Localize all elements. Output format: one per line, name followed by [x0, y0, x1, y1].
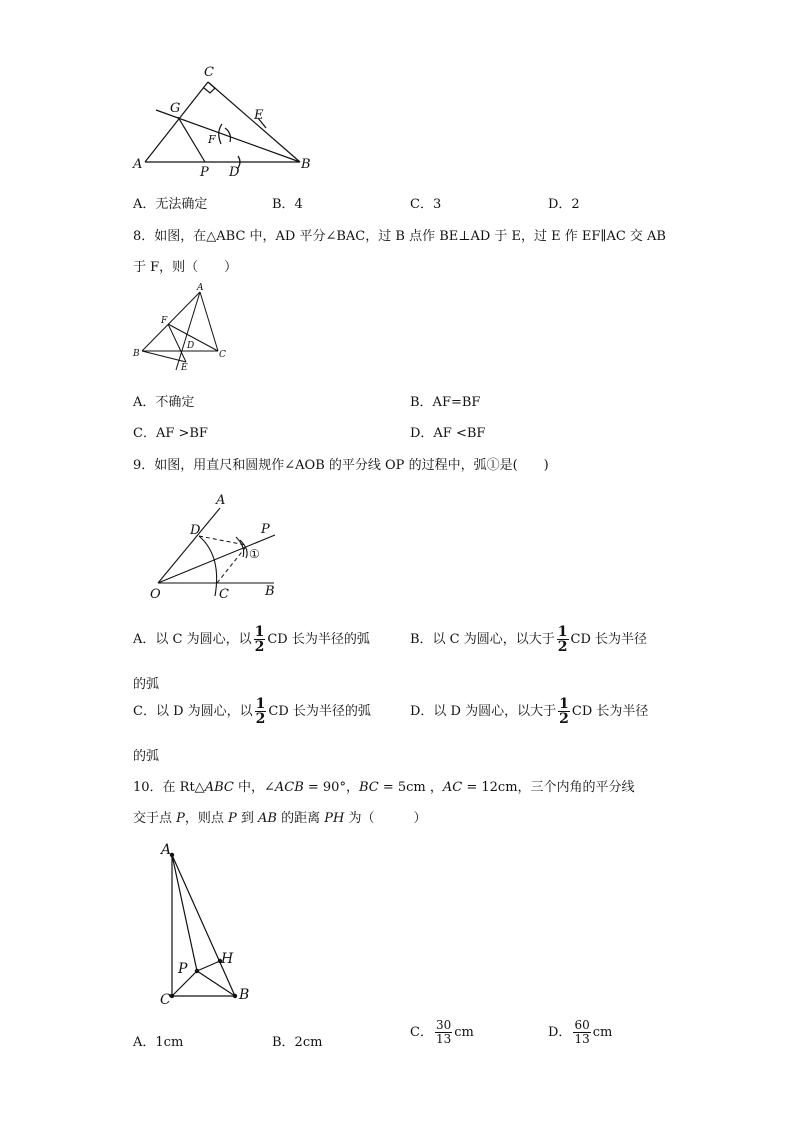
q8-label-e: E: [181, 363, 188, 373]
q9-label-c: C: [219, 587, 229, 602]
q10-stem-line2: 交于点 P，则点 P 到 AB 的距离 PH 为（ ）: [133, 811, 427, 826]
q8-option-b[interactable]: B．AF=BF: [410, 395, 481, 410]
q9-option-b-post: CD 长为半径: [570, 632, 648, 647]
label-e: E: [254, 108, 264, 123]
q9-option-d-post: CD 长为半径: [571, 704, 649, 719]
q8-option-c[interactable]: C．AF >BF: [133, 426, 208, 441]
q10-option-c-fraction: $\frac{30}{13}$: [435, 1018, 452, 1046]
label-c: C: [204, 65, 214, 80]
q10-label-c: C: [160, 992, 171, 1008]
q8-option-d[interactable]: D．AF <BF: [410, 426, 486, 441]
q9-label-d: D: [190, 523, 201, 538]
label-a: A: [133, 157, 143, 172]
q9-label-b: B: [265, 584, 275, 599]
q10-option-d[interactable]: D． $\frac{60}{13}$ cm: [548, 1018, 613, 1046]
q8-option-a[interactable]: A．不确定: [133, 395, 195, 410]
label-g: G: [170, 101, 181, 116]
q10-stem-line1: 10．在 Rt△ABC 中，∠ACB = 90°，BC = 5cm ，AC = 12cm，三个内角的平分线: [133, 780, 635, 795]
label-f: F: [208, 133, 216, 146]
q9-label-p: P: [261, 522, 270, 537]
q9-option-a-half: $\frac{1}{2}$: [254, 624, 265, 655]
q9-option-c-half: $\frac{1}{2}$: [255, 696, 266, 727]
q9-option-b-pre: B．以 C 为圆心，以大于: [410, 632, 555, 647]
q9-option-c-pre: C．以 D 为圆心，以: [133, 704, 253, 719]
q10-label-b: B: [239, 987, 250, 1003]
q10-option-a[interactable]: A．1cm: [133, 1035, 184, 1050]
q8-stem-line2: 于 F，则（ ）: [133, 260, 238, 275]
q9-option-b-cont: 的弧: [133, 677, 160, 692]
q10-segment-ap: [172, 855, 197, 971]
q10-segment-ph: [197, 961, 220, 971]
q9-option-d-cont: 的弧: [133, 749, 160, 764]
q7-option-b[interactable]: B．4: [272, 197, 303, 212]
q8-label-f: F: [161, 316, 168, 326]
q10-label-a: A: [161, 842, 172, 858]
q9-option-d-pre: D．以 D 为圆心，以大于: [410, 704, 557, 719]
q8-label-a: A: [197, 283, 204, 293]
q9-option-d-half: $\frac{1}{2}$: [559, 696, 569, 727]
q9-label-circle1: ①: [249, 547, 260, 561]
q10-point-b: [233, 994, 237, 998]
q10-option-c[interactable]: C． $\frac{30}{13}$ cm: [410, 1018, 474, 1046]
q7-option-d[interactable]: D．2: [548, 197, 580, 212]
label-b: B: [301, 157, 311, 172]
q10-label-h: H: [221, 951, 234, 967]
q10-label-p: P: [178, 961, 188, 977]
q9-option-a-post: CD 长为半径的弧: [267, 632, 370, 647]
q10-option-b[interactable]: B．2cm: [272, 1035, 323, 1050]
q9-option-c-post: CD 长为半径的弧: [268, 704, 371, 719]
q9-label-o: O: [150, 587, 161, 602]
q9-stem-line1: 9．如图，用直尺和圆规作∠AOB 的平分线 OP 的过程中，弧①是( ): [133, 458, 549, 473]
q10-point-p: [195, 969, 199, 973]
q8-stem-line1: 8．如图，在△ABC 中，AD 平分∠BAC，过 B 点作 BE⊥AD 于 E，过 E 作 EF∥AC 交 AB: [133, 229, 666, 244]
q10-option-d-fraction: $\frac{60}{13}$: [574, 1018, 590, 1046]
q9-option-b-half: $\frac{1}{2}$: [557, 624, 568, 655]
q8-label-c: C: [219, 350, 226, 360]
q7-option-a[interactable]: A．无法确定: [133, 197, 208, 212]
label-d: D: [229, 165, 240, 180]
q8-label-b: B: [133, 349, 140, 359]
q9-label-a: A: [216, 493, 226, 508]
q9-option-a-pre: A．以 C 为圆心，以: [133, 632, 252, 647]
label-p: P: [200, 165, 209, 180]
q7-option-c[interactable]: C．3: [410, 197, 442, 212]
q8-label-d: D: [187, 341, 195, 351]
